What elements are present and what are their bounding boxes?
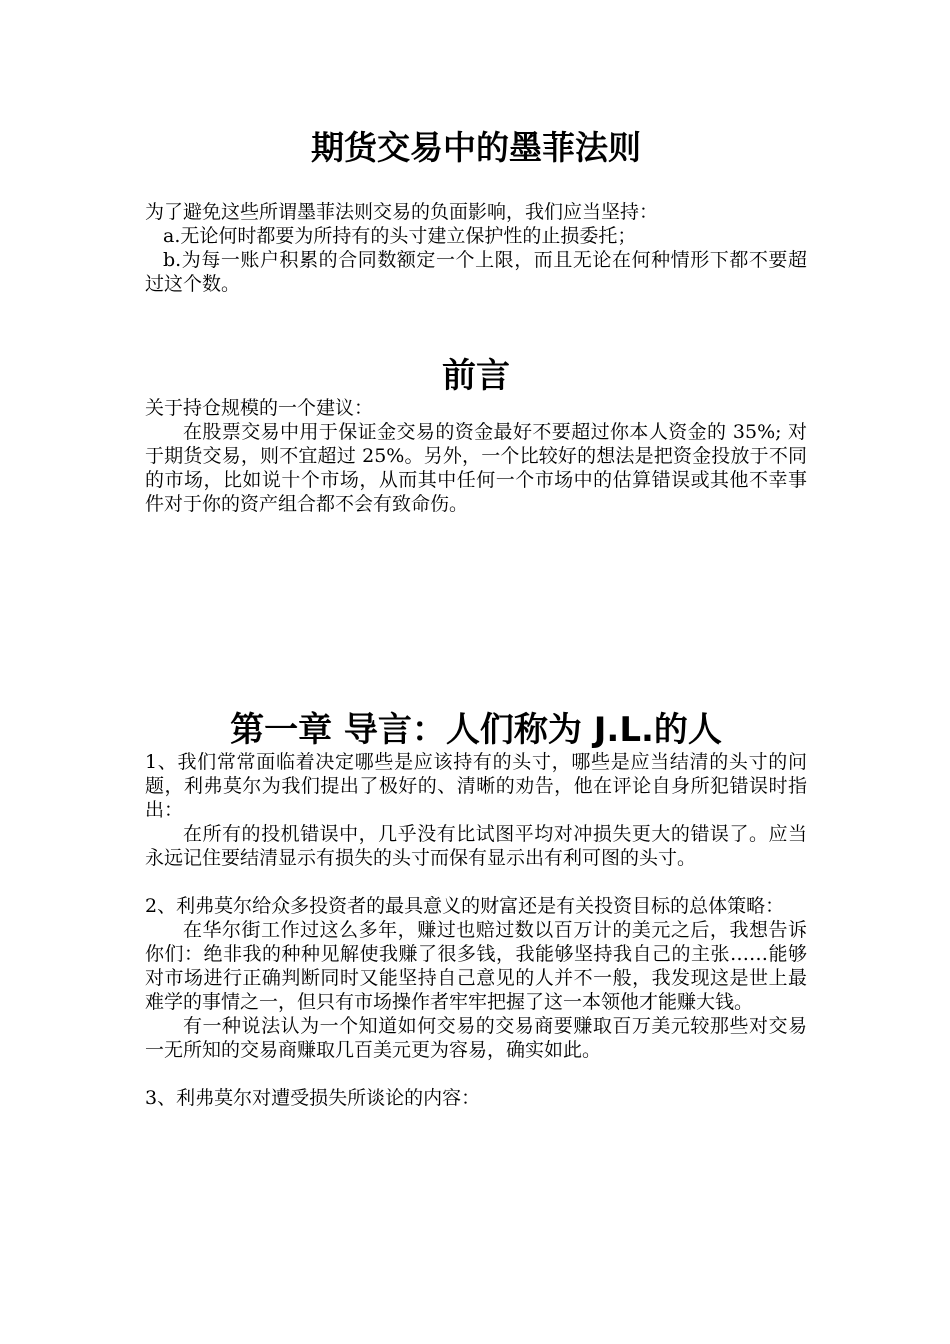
chapter1-item1-quote: 在所有的投机错误中，几乎没有比试图平均对冲损失更大的错误了。应当永远记住要结清显示有损失的头寸而保有显示出有利可图的头寸。	[145, 823, 807, 869]
chapter1-item2-lead: 2、利弗莫尔给众多投资者的最具意义的财富还是有关投资目标的总体策略：	[145, 895, 785, 917]
chapter1-item3-lead: 3、利弗莫尔对遭受损失所谈论的内容：	[145, 1087, 481, 1109]
chapter1-item2-quote2: 有一种说法认为一个知道如何交易的交易商要赚取百万美元较那些对交易一无所知的交易商赚取几百美元更为容易，确实如此。	[145, 1015, 807, 1061]
murphy-intro: 为了避免这些所谓墨菲法则交易的负面影响，我们应当坚持：	[145, 201, 659, 223]
murphy-point-b: b.为每一账户积累的合同数额定一个上限，而且无论在何种情形下都不要超过这个数。	[145, 249, 807, 295]
chapter1-item1-lead: 1、我们常常面临着决定哪些是应该持有的头寸，哪些是应当结清的头寸的问题，利弗莫尔为我们提出了极好的、清晰的劝告，他在评论自身所犯错误时指出：	[145, 751, 807, 821]
preface-body: 在股票交易中用于保证金交易的资金最好不要超过你本人资金的 35%; 对于期货交易，则不宜超过 25%。另外，一个比较好的想法是把资金投放于不同的市场，比如说十个市场，从而其中任何一个市场中的估算错误或其他不幸事件对于你的资产组合都不会有致命伤。	[145, 421, 807, 515]
murphy-point-a: a.无论何时都要为所持有的头寸建立保护性的止损委托；	[163, 225, 637, 247]
chapter1-heading: 第一章 导言：人们称为 J.L.的人	[230, 710, 722, 750]
document-title: 期货交易中的墨菲法则	[311, 128, 641, 167]
document-content	[145, 0, 807, 1110]
preface-lead: 关于持仓规模的一个建议：	[145, 397, 374, 419]
chapter1-item2-quote1: 在华尔街工作过这么多年，赚过也赔过数以百万计的美元之后，我想告诉你们：绝非我的种种见解使我赚了很多钱，我能够坚持我自己的主张……能够对市场进行正确判断同时又能坚持自己意见的人并不一般，我发现这是世上最难学的事情之一，但只有市场操作者牢牢把握了这一本领他才能赚大钱。	[145, 919, 807, 1013]
preface-heading: 前言	[442, 356, 510, 396]
